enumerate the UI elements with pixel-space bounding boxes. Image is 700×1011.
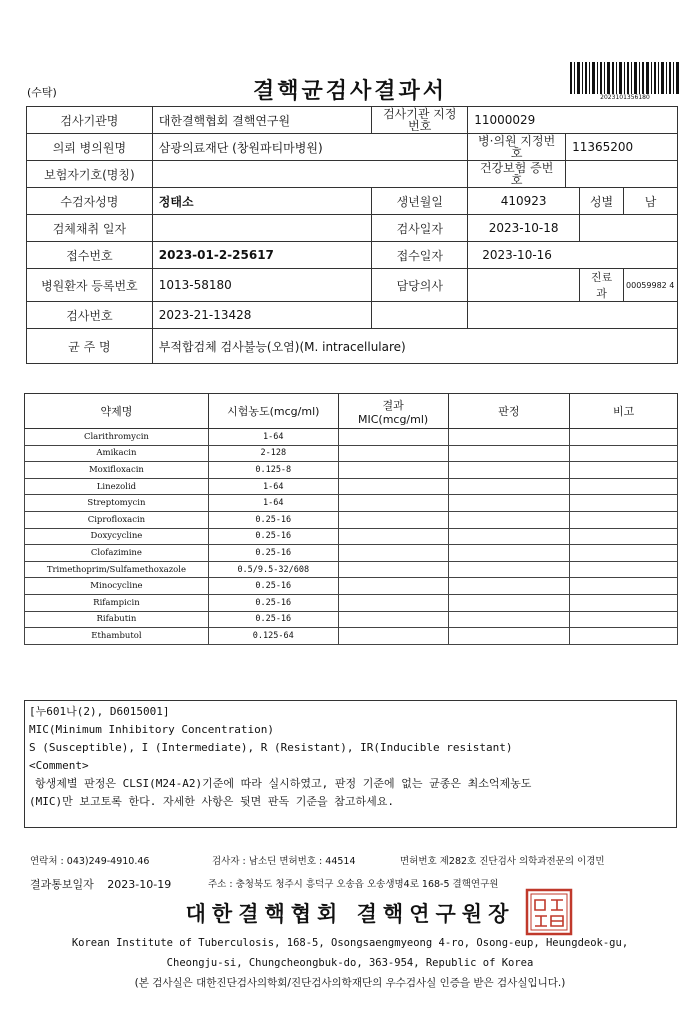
header-drug: 약제명 bbox=[25, 394, 209, 429]
result-cell bbox=[338, 445, 448, 462]
doctor-value bbox=[468, 269, 580, 302]
note-cell bbox=[570, 511, 678, 528]
judge-cell bbox=[448, 628, 570, 645]
judge-cell bbox=[448, 611, 570, 628]
result-cell bbox=[338, 628, 448, 645]
judge-cell bbox=[448, 578, 570, 595]
conc-cell: 1-64 bbox=[208, 495, 338, 512]
note-cell bbox=[570, 445, 678, 462]
receipt-date-value: 2023-10-16 bbox=[468, 242, 678, 269]
drug-row bbox=[25, 594, 678, 611]
comment-box bbox=[24, 700, 677, 828]
susceptibility-table bbox=[24, 393, 678, 645]
judge-cell bbox=[448, 478, 570, 495]
note-cell bbox=[570, 478, 678, 495]
header-result-line2: MIC(mcg/ml) bbox=[357, 412, 429, 426]
reg-label: 병원환자 등록번호 bbox=[27, 269, 153, 302]
comment-code-line: [누601나(2), D6015001] bbox=[29, 705, 170, 718]
header-note: 비고 bbox=[570, 394, 678, 429]
judge-cell bbox=[448, 528, 570, 545]
hospital-value: 삼광의료재단 (창원파티마병원) bbox=[152, 134, 467, 161]
drug-row bbox=[25, 561, 678, 578]
patient-label: 수검자성명 bbox=[27, 188, 153, 215]
drug-row bbox=[25, 495, 678, 512]
institution-code-value: 11000029 bbox=[468, 107, 678, 134]
note-cell bbox=[570, 462, 678, 479]
sex-value: 남 bbox=[624, 188, 678, 215]
test-no-blank1 bbox=[372, 302, 468, 329]
comment-mic-line: MIC(Minimum Inhibitory Concentration) bbox=[29, 723, 275, 736]
barcode-icon bbox=[570, 62, 680, 96]
drug-name-cell: Linezolid bbox=[25, 478, 209, 495]
drug-name-cell: Streptomycin bbox=[25, 495, 209, 512]
header-conc: 시험농도(mcg/ml) bbox=[208, 394, 338, 429]
result-cell bbox=[338, 511, 448, 528]
susceptibility-rows bbox=[25, 429, 678, 645]
drug-name-cell: Minocycline bbox=[25, 578, 209, 595]
dob-value: 410923 bbox=[468, 188, 580, 215]
drug-row bbox=[25, 578, 678, 595]
hospital-code-value: 11365200 bbox=[566, 134, 678, 161]
notice-date-label: 결과통보일자 bbox=[30, 878, 94, 891]
drug-name-cell: Trimethoprim/Sulfamethoxazole bbox=[25, 561, 209, 578]
drug-row bbox=[25, 628, 678, 645]
result-cell bbox=[338, 578, 448, 595]
dept-value: 00059982 4 bbox=[624, 269, 678, 302]
info-row-test-no bbox=[27, 302, 678, 329]
drug-name-cell: Amikacin bbox=[25, 445, 209, 462]
dept-label: 진료과 bbox=[580, 269, 624, 302]
conc-cell: 1-64 bbox=[208, 429, 338, 446]
conc-cell: 0.25-16 bbox=[208, 578, 338, 595]
drug-row bbox=[25, 462, 678, 479]
reg-value: 1013-58180 bbox=[152, 269, 372, 302]
dob-label: 생년월일 bbox=[372, 188, 468, 215]
judge-cell bbox=[448, 561, 570, 578]
certification-note: (본 검사실은 대한진단검사의학회/진단검사의학재단의 우수검사실 인증을 받은 검사실입니다.) bbox=[134, 977, 566, 989]
drug-name-cell: Ethambutol bbox=[25, 628, 209, 645]
health-card-value bbox=[566, 161, 678, 188]
result-cell bbox=[338, 429, 448, 446]
conc-cell: 0.25-16 bbox=[208, 594, 338, 611]
header-result bbox=[338, 394, 448, 429]
info-row-patient bbox=[27, 188, 678, 215]
info-table bbox=[26, 106, 678, 364]
judge-cell bbox=[448, 594, 570, 611]
conc-cell: 0.125-8 bbox=[208, 462, 338, 479]
hospital-label: 의뢰 병의원명 bbox=[27, 134, 153, 161]
drug-name-cell: Doxycycline bbox=[25, 528, 209, 545]
drug-row bbox=[25, 528, 678, 545]
page-title: 결핵균검사결과서 bbox=[252, 79, 448, 104]
info-row-insurance bbox=[27, 161, 678, 188]
note-cell bbox=[570, 611, 678, 628]
drug-row bbox=[25, 611, 678, 628]
note-cell bbox=[570, 429, 678, 446]
result-cell bbox=[338, 545, 448, 562]
drug-name-cell: Rifabutin bbox=[25, 611, 209, 628]
institution-code-label: 검사기관 지정번호 bbox=[372, 107, 468, 134]
test-date-label: 검사일자 bbox=[372, 215, 468, 242]
sex-label: 성별 bbox=[580, 188, 624, 215]
consignment-tag: (수탁) bbox=[27, 86, 57, 99]
note-cell bbox=[570, 578, 678, 595]
species-label: 균 주 명 bbox=[27, 329, 153, 364]
insurance-label: 보험자기호(명칭) bbox=[27, 161, 153, 188]
conc-cell: 0.5/9.5-32/608 bbox=[208, 561, 338, 578]
test-date-blank bbox=[580, 215, 678, 242]
result-cell bbox=[338, 478, 448, 495]
result-cell bbox=[338, 462, 448, 479]
result-cell bbox=[338, 528, 448, 545]
conc-cell: 1-64 bbox=[208, 478, 338, 495]
barcode-number: 2023101356180 bbox=[600, 94, 650, 101]
test-no-value: 2023-21-13428 bbox=[152, 302, 372, 329]
judge-cell bbox=[448, 445, 570, 462]
note-cell bbox=[570, 628, 678, 645]
result-cell bbox=[338, 495, 448, 512]
note-cell bbox=[570, 545, 678, 562]
institution-label: 검사기관명 bbox=[27, 107, 153, 134]
patient-value: 정태소 bbox=[152, 188, 372, 215]
footer-address: 주소 : 충청북도 청주시 흥덕구 오송읍 오송생명4로 168-5 결핵연구원 bbox=[208, 879, 499, 890]
english-address-line1: Korean Institute of Tuberculosis, 168-5, Osongsaengmyeong 4-ro, Osong-eup, Heungdeok-gu, bbox=[71, 937, 629, 949]
conc-cell: 2-128 bbox=[208, 445, 338, 462]
receipt-date-label: 접수일자 bbox=[372, 242, 468, 269]
drug-name-cell: Clofazimine bbox=[25, 545, 209, 562]
species-value: 부적합검체 검사불능(오염)(M. intracellulare) bbox=[152, 329, 677, 364]
drug-row bbox=[25, 511, 678, 528]
footer-license: 면허번호 제282호 진단검사 의학과전문의 이경민 bbox=[400, 856, 605, 867]
drug-name-cell: Clarithromycin bbox=[25, 429, 209, 446]
hospital-code-label: 병·의원 지정번호 bbox=[468, 134, 566, 161]
english-address-line2: Cheongju-si, Chungcheongbuk-do, 363-954, Republic of Korea bbox=[166, 957, 534, 969]
result-cell bbox=[338, 611, 448, 628]
drug-name-cell: Moxifloxacin bbox=[25, 462, 209, 479]
header-result-line1: 결과 bbox=[382, 398, 404, 412]
info-row-institution bbox=[27, 107, 678, 134]
footer-inspector: 검사자 : 남소딘 면허번호 : 44514 bbox=[212, 856, 356, 867]
notice-date-value: 2023-10-19 bbox=[107, 878, 172, 891]
comment-heading: <Comment> bbox=[29, 759, 89, 772]
footer-notice bbox=[30, 876, 171, 892]
drug-name-cell: Ciprofloxacin bbox=[25, 511, 209, 528]
collect-label: 검체채취 일자 bbox=[27, 215, 153, 242]
health-card-label: 건강보험 증번호 bbox=[468, 161, 566, 188]
conc-cell: 0.25-16 bbox=[208, 611, 338, 628]
note-cell bbox=[570, 561, 678, 578]
drug-row bbox=[25, 445, 678, 462]
header-judge: 판정 bbox=[448, 394, 570, 429]
info-row-registration bbox=[27, 269, 678, 302]
insurance-value bbox=[152, 161, 467, 188]
test-no-blank2 bbox=[468, 302, 678, 329]
judge-cell bbox=[448, 462, 570, 479]
comment-legend-line: S (Susceptible), I (Intermediate), R (Resistant), IR(Inducible resistant) bbox=[29, 741, 513, 754]
judge-cell bbox=[448, 495, 570, 512]
note-cell bbox=[570, 495, 678, 512]
note-cell bbox=[570, 528, 678, 545]
result-cell bbox=[338, 561, 448, 578]
drug-row bbox=[25, 429, 678, 446]
info-row-species bbox=[27, 329, 678, 364]
organization-name: 대한결핵협회 결핵연구원장 bbox=[185, 901, 515, 926]
receipt-value: 2023-01-2-25617 bbox=[152, 242, 372, 269]
comment-text-line2: (MIC)만 보고토록 한다. 자세한 사항은 뒷면 판독 기준을 참고하세요. bbox=[29, 795, 394, 808]
conc-cell: 0.125-64 bbox=[208, 628, 338, 645]
info-row-hospital bbox=[27, 134, 678, 161]
receipt-label: 접수번호 bbox=[27, 242, 153, 269]
note-cell bbox=[570, 594, 678, 611]
info-row-receipt bbox=[27, 242, 678, 269]
judge-cell bbox=[448, 545, 570, 562]
info-row-collect bbox=[27, 215, 678, 242]
conc-cell: 0.25-16 bbox=[208, 528, 338, 545]
drug-row bbox=[25, 545, 678, 562]
doctor-label: 담당의사 bbox=[372, 269, 468, 302]
judge-cell bbox=[448, 429, 570, 446]
susceptibility-header-row bbox=[25, 394, 678, 429]
comment-text-line1: 항생제별 판정은 CLSI(M24-A2)기준에 따라 실시하였고, 판정 기준에 없는 균종은 최소억제농도 bbox=[35, 777, 532, 790]
test-no-label: 검사번호 bbox=[27, 302, 153, 329]
test-date-value: 2023-10-18 bbox=[468, 215, 580, 242]
collect-value bbox=[152, 215, 372, 242]
drug-row bbox=[25, 478, 678, 495]
institution-value: 대한결핵협회 결핵연구원 bbox=[152, 107, 372, 134]
conc-cell: 0.25-16 bbox=[208, 545, 338, 562]
drug-name-cell: Rifampicin bbox=[25, 594, 209, 611]
conc-cell: 0.25-16 bbox=[208, 511, 338, 528]
judge-cell bbox=[448, 511, 570, 528]
result-cell bbox=[338, 594, 448, 611]
footer-contact: 연락처 : 043)249-4910.46 bbox=[30, 856, 150, 867]
